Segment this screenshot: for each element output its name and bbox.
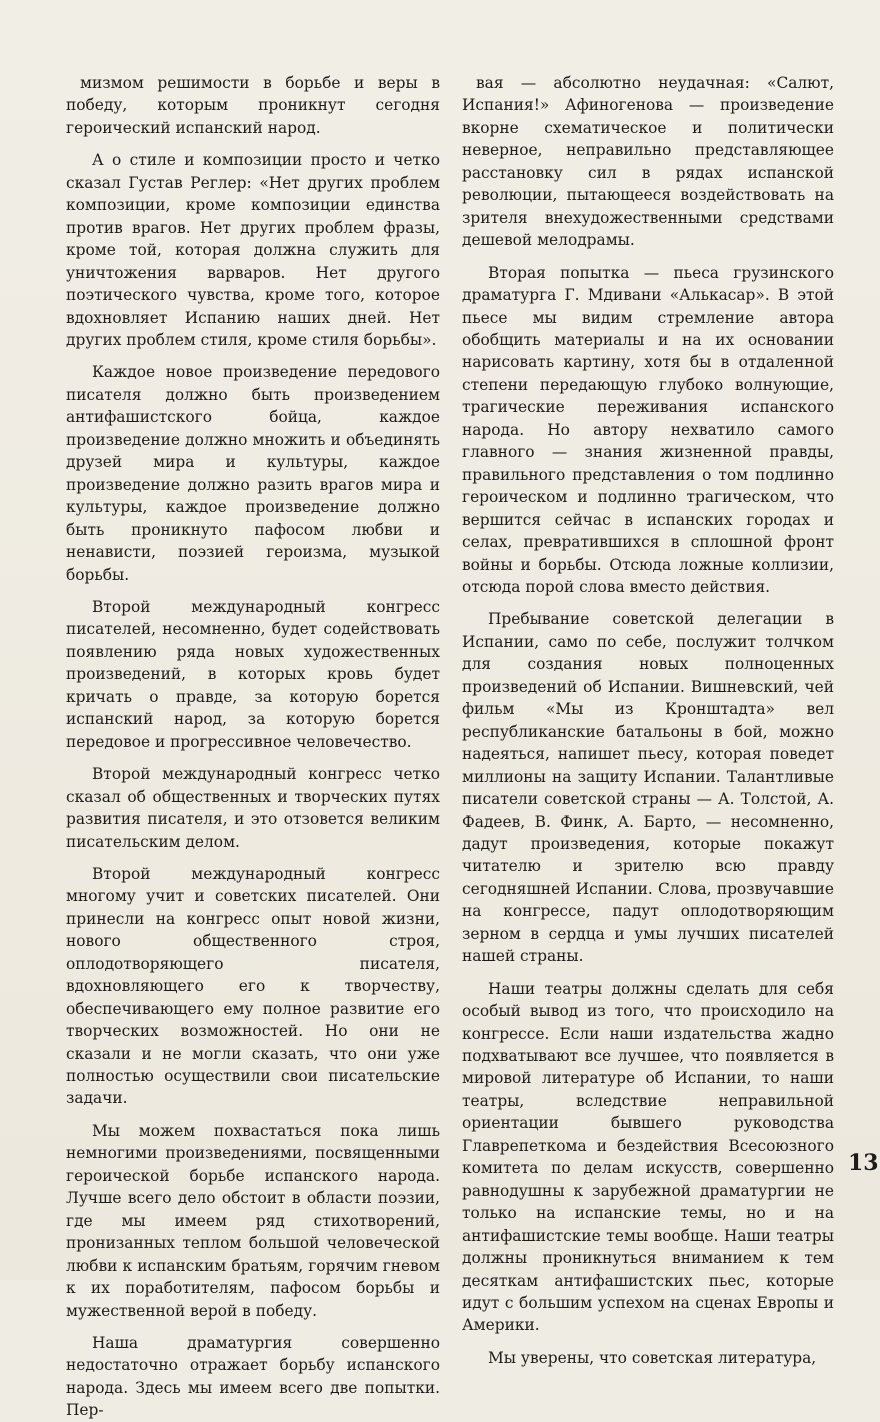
paragraph: Второй международный конгресс писателей, несомненно, будет содействовать появлению ряда новых художественных произведений, в которых кровь будет кричать о правде, за которую борется испанский народ, за которую борется передовое и прогрессивное человечество. bbox=[66, 597, 440, 751]
paragraph: Каждое новое произведение передового писателя должно быть произведением антифашистского бойца, каждое произведение должно множить и объединять друзей мира и культуры, каждое произведение должно разить врагов мира и культуры, каждое произведение должно быть проникнуто пафосом любви и ненависти, поэзией героизма, музыкой борьбы. bbox=[66, 363, 440, 584]
paragraph: Второй международный конгресс четко сказал об общественных и творческих путях развития писателя, и это отзовется великим писательским делом. bbox=[66, 765, 440, 851]
right-column bbox=[462, 72, 834, 1369]
left-column bbox=[66, 72, 440, 1422]
paragraph: Мы уверены, что советская литература, bbox=[488, 1348, 817, 1367]
paragraph: Вторая попытка — пьеса грузинского драматурга Г. Мдивани «Алькасар». В этой пьесе мы видим стремление автора обобщить материалы и на их основании нарисовать картину, хотя бы в отдаленной степени передающую глубоко волнующие, трагические переживания испанского народа. Но автору нехватило самого главного — знания жизненной правды, правильного представления о том подлинно героическом и подлинно трагическом, что вершится сейчас в испанских городах и селах, превратившихся в сплошной фронт войны и борьбы. Отсюда ложные коллизии, отсюда порой слова вместо действия. bbox=[462, 263, 834, 596]
paragraph: А о стиле и композиции просто и четко сказал Густав Реглер: «Нет других проблем композиции, кроме композиции единства против врагов. Нет других проблем фразы, кроме той, которая должна служить для уничтожения варваров. Нет другого поэтического чувства, кроме того, которое вдохновляет Испанию наших дней. Нет других проблем стиля, кроме стиля борьбы». bbox=[66, 151, 440, 349]
paragraph: Наши театры должны сделать для себя особый вывод из того, что происходило на конгрессе. Если наши издательства жадно подхватывают все лучшее, что появляется в мировой литературе об Испании, то наши театры, вследствие неправильной ориентации бывшего руководства Главрепеткома и бездействия Всесоюзного комитета по делам искусств, совершенно равнодушны к зарубежной драматургии не только на испанские темы, но и на антифашистские темы вообще. Наши театры должны проникнуться вниманием к тем десяткам антифашистских пьес, которые идут с большим успехом на сценах Европы и Америки. bbox=[462, 979, 834, 1335]
page-number: 13 bbox=[848, 1150, 879, 1176]
paragraph: вая — абсолютно неудачная: «Салют, Испания!» Афиногенова — произведение вкорне схематическое и политически неверное, неправильно представляющее расстановку сил в рядах испанской революции, пытающееся воздействовать на зрителя внехудожественными средствами дешевой мелодрамы. bbox=[462, 74, 834, 250]
paragraph: Пребывание советской делегации в Испании, само по себе, послужит толчком для создания новых полноценных произведений об Испании. Вишневский, чей фильм «Мы из Кронштадта» вел республиканские батальоны в бой, можно надеяться, напишет пьесу, которая поведет миллионы на защиту Испании. Талантливые писатели советской страны — А. Толстой, А. Фадеев, В. Финк, А. Барто, — несомненно, дадут произведения, которые покажут читателю и зрителю всю правду сегодняшней Испании. Слова, прозвучавшие на конгрессе, падут оплодотворяющим зерном в сердца и умы лучших писателей нашей страны. bbox=[462, 610, 834, 966]
paragraph: Наша драматургия совершенно недостаточно отражает борьбу испанского народа. Здесь мы имеем всего две попытки. Пер- bbox=[66, 1334, 440, 1420]
paragraph: Второй международный конгресс многому учит и советских писателей. Они принесли на конгресс опыт новой жизни, нового общественного строя, оплодотворяющего писателя, вдохновляющего его к творчеству, обеспечивающего ему полное развитие его творческих возможностей. Но они не сказали и не могли сказать, что они уже полностью осуществили свои писательские задачи. bbox=[66, 864, 440, 1108]
paragraph: Мы можем похвастаться пока лишь немногими произведениями, посвященными героической борьбе испанского народа. Лучше всего дело обстоит в области поэзии, где мы имеем ряд стихотворений, пронизанных теплом большой человеческой любви к испанским братьям, горячим гневом к их поработителям, пафосом борьбы и мужественной верой в победу. bbox=[66, 1121, 440, 1320]
paragraph: мизмом решимости в борьбе и веры в победу, которым проникнут сегодня героический испанский народ. bbox=[66, 74, 440, 137]
